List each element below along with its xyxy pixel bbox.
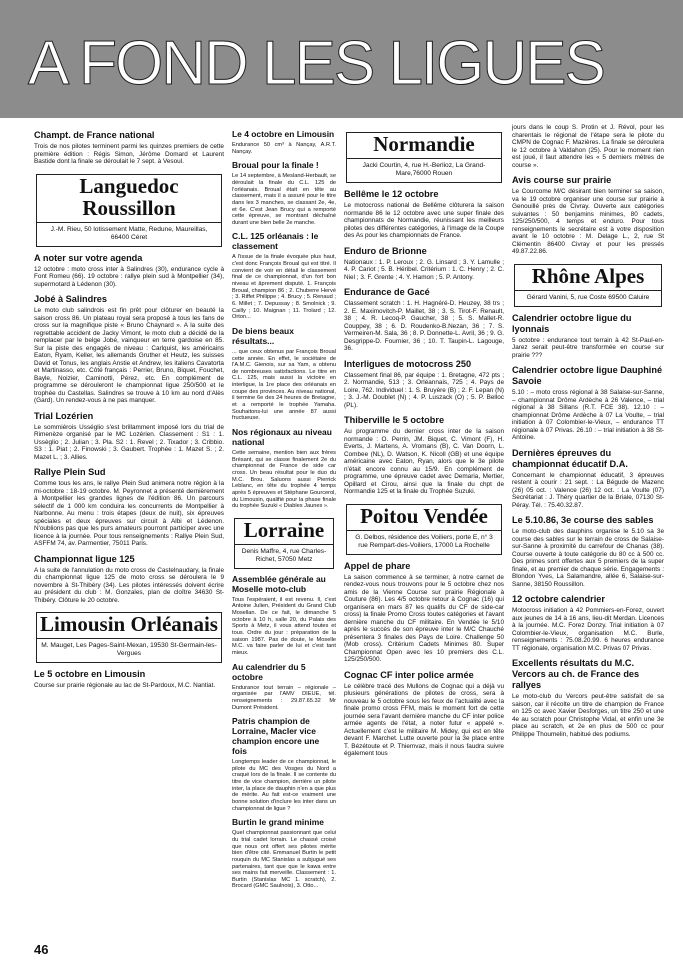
article-title: Dernières épreuves du championnat éducatif D.A. <box>512 447 628 469</box>
article-body: La saison commence à se terminer, à notre carnet de rendez-vous nous trouvons pour le 5 octobre chez nos amis de la Vienne Course sur prairie Régionale à Couture (86). Les 4/5 octobre retour à Cognac (16) qui organisera en mars 87 les qualifs du CF de side-car cross) la finale Promo Cross toutes catégories et l'avant dernière manche du CF militaire. En Vendée le 5/10 après le succès de son épreuve inter le M/C Chauché présentera 3 finales des Pays de Loire. Challenge 50 (Mob cross). Critérium Cadets Minimes 80. Super Championnat Open avec les 10 premiers des C.L. 125/250/500. <box>344 573 504 663</box>
article-body: Motocross initiation à 42 Pommiers-en-Forez, ouvert aux jeunes de 14 à 16 ans, lieu-dit Merdan. Licences à la journée. M.C. Forez Donzy. Trial initiation à 07 Colombier-le-Vieux, organisation M.C. Burle, renseignements : 75.08.20.99. 6 heures endurance TT régionale, organisation M.C. Privas 07 Privas. <box>512 607 664 652</box>
article-body: Concernant le championnat éducatif, 3 épreuves restent à courir : 21 sept. : La Bégude de Mazenc (26) 05 oct. : Valence (26) 12 oct. : La Voulte (07) Secrétariat : J. Théry quartier de la Briale, 07130 St-Péray. Tél. : 75.40.32.87. <box>512 471 664 509</box>
article-assemblee-generale-au-moselle-moto-club <box>232 575 336 657</box>
article-12-octobre-calendrier <box>512 594 664 652</box>
article-title: Rallye Plein Sud <box>34 467 106 477</box>
league-address: Jacki Courtin, 4, rue H.-Berlioz, La Grand-Mare,76000 Rouen <box>362 162 486 177</box>
article-title: Nos régionaux au niveau national <box>232 427 332 448</box>
league-box-rhone-alpes <box>514 264 662 307</box>
article-title: Champt. de France national <box>34 130 155 140</box>
league-box-limousin-orleanais <box>36 612 222 663</box>
article-title: Au calendrier du 5 octobre <box>232 661 306 682</box>
article-interligues-de-motocross-250 <box>344 359 504 410</box>
article-title: Championnat ligue 125 <box>34 553 135 564</box>
league-name: Poitou Vendée <box>360 503 488 528</box>
article-body: Quel championnat passionnant que celui du trial cadet lorrain. Le chassé croisé que nous ont offert ses pilotes mérite bien d'être cité. Emmanuel Burtin le petit rouquin du MC Stanislas a subjugué ses partenaires, tant que que le kawa entre ses mains fait merveille. Classement : 1. Burtin (Stanislas MC 1. scratch), 2. Brocard (GMC Saulnois), 3. Otto... <box>232 830 336 890</box>
article-nos-regionaux-au-niveau-national <box>232 428 336 510</box>
article-thiberville-le-5-octobre <box>344 415 504 496</box>
article-le-4-octobre-en-limousin <box>232 130 336 155</box>
article-body: ... que ceux obtenus par François Broual cette année. En effet, le sociétaire de l'A.M.C. Gienois, sur sa Yam, a obtenu de nombreuses satisfactions. Le titre en C.L. 125, mais aussi la victoire en interligue, la 1re place des orléanais en coupe des provinces. Au niveau national, il termine 6e des 24 heures de Bretagne, et a remporté le trophée Yamaha. Souhaitons-lui une année 87 aussi fructueuse. <box>232 348 336 422</box>
article-body: Classement scratch : 1. H. Hagnéré-D. Heuzey, 38 trs ; 2. E. Maximovitch-P. Maillet, 38 ; 3. S. Tirot-F. Renault, 38 ; 4. R. Lecoq-P. Gaucher, 38 ; 5. S. Mallet-R. Couppey, 38 ; 6. D. Roudenko-B.Nezan, 36 ; 7. S. Vermeiren-M. Sala, 36 ; 8. P. Donnette-L. Avril, 36 ; 9. G. Desgrippe-D. Fournier, 36 ; 10. T. Taupin-L. Lagouge, 36. <box>344 300 504 352</box>
league-address: G. Delbos, résidence des Voiliers, porte E, n° 3 rue Rempart-des-Voiliers, 17000 La Rochelle <box>355 533 493 549</box>
article-de-biens-beaux-resultats <box>232 327 336 422</box>
article-excellents-resultats-du-m-c-vercors-au-c <box>512 658 664 738</box>
article-body: 5 octobre : endurance tout terrain à 42 St-Paul-en-Jarez serait peut-être transformée en course sur prairie ??? <box>512 336 664 359</box>
article-title: 12 octobre calendrier <box>512 594 605 604</box>
article-title: C.L. 125 orléanais : le classement <box>232 231 319 252</box>
column-1 <box>34 124 224 690</box>
article-cognac-cf-inter-police-armee <box>344 670 504 758</box>
league-name: Lorraine <box>243 517 325 542</box>
article-le-5-octobre-en-limousin <box>34 669 224 690</box>
league-name: Limousin Orléanais <box>40 612 218 636</box>
page-title: A FOND LES LIGUES <box>28 29 604 98</box>
article-title: Calendrier octobre ligue Dauphiné Savoie <box>512 365 663 386</box>
header-banner <box>0 0 683 118</box>
article-body: Course sur prairie régionale au lac de St-Pardoux, M.C. Nantiat. <box>34 682 216 689</box>
league-address: Denis Maffre, 4, rue Charles-Richet, 57050 Metz <box>241 547 327 563</box>
league-name: Rhône Alpes <box>531 263 645 288</box>
article-title: Bellême le 12 octobre <box>344 189 439 199</box>
article-title: Trial Lozérien <box>34 410 94 421</box>
league-box-lorraine <box>234 518 334 569</box>
article-body: 12 octobre : moto cross inter à Salindres (30), endurance cycle à Font Romeu (66). 19 octobre : rallye plein sud à Montpellier (34), supermotard à Lédenon (30). <box>34 265 224 288</box>
article-broual-pour-la-finale <box>232 161 336 226</box>
article-body: Classement final 86, par équipe : 1. Bretagne, 472 pts ; 2. Normandie, 513 ; 3. Orléannais, 725 ; 4. Pays de Loire, 762. Individuel : 1. S. Bruyère (B) ; 2. F. Lepan (N) ; 3. J.-M. Doublet (N) ; 4. P. Luszack (O) ; 5. P. Belloc (PL). <box>344 371 504 409</box>
article-body: Le célèbre tracé des Mullons de Cognac qui a déjà vu plusieurs générations de pilotes de cross, sera à nouveau le 5 octobre sous les feux de l'actualité avec la finale promo cross FFM, mais le moment fort de cette journée sera l'avant dernière manche du CF inter police armée agents de l'état, a noter futur « appelé ». Actuellement c'est le militaire M. Midey, qui est en tête devant F. Marchet. Lutte ouverte pour la 3e place entre T. Bézétoute et P. Thiemvaz, mais il nous faudra suivre également tous <box>344 682 504 757</box>
article-body: 5.10 : – moto cross régional à 38 Salaise-sur-Sanne, – championnat Drôme Ardèche à 26 Valence, – trial régional à 38 Sillans (R.T. FCE 38). 12.10 : – championnat Drôme Ardèche à 07 La Voulte, – trial initiation à 07 Colombier-le-Vieux, – endurance TT régionale à 07 Privas. 26.10 : – trial initiation à 38 St-Antoine. <box>512 389 664 441</box>
article-body: Endurance 50 cm³ à Nançay, A.R.T. Nançay. <box>232 141 336 155</box>
article-title: Enduro de Brionne <box>344 245 427 256</box>
article-le-5-10-86-3e-course-des-sables <box>512 515 664 588</box>
league-box-poitou-vendee <box>346 504 502 555</box>
league-address: J.-M. Rieu, 50 lotissement Matte, Redune, Maureillas, 66400 Céret <box>50 225 208 241</box>
article-rallye-plein-sud <box>34 467 224 548</box>
article-title: Avis course sur prairie <box>512 175 612 185</box>
article-title: Jobé à Salindres <box>34 294 108 304</box>
article-body: Longtemps leader de ce championnat, le pilote du MC des Vosges du Nord a craqué lors de la finale. Il se contente du titre de vice champion, derrière un pilote inter, la place de dauphin n'en a que plus de mérite. Au fait est-ce vraiment une bonne solution d'inclure les inter dans un championnat de ligue ? <box>232 759 336 812</box>
article-body: Le 14 septembre, à Mesland-Herbault, se déroulait la finale du C.L. 125 de l'orléanais. Broual était en tête au classement, mais il a assuré pour le titre dans les 3 manches, se classant 2e, 4e, et 6e. C'est Jean Brucy qui a remporté cette épreuve, se montrant déchaîné durant une bien belle 2e manche. <box>232 173 336 226</box>
article-championnat-ligue-125 <box>34 554 224 605</box>
article-body: Cette semaine, mention bien aux frères Brésant, qui se classe finalement 2e du championnat de France de side car cross. Un beau résultat pour le duo du M.C. Brou. Saluons aussi Pierrick Leblanc, en tête du trophée 4 temps après 5 épreuves et Stéphane Gourcerol, du Limousin, qualifié pour la phase finale du trophée Suzuki « Diables Jaunes ». <box>232 449 336 510</box>
article-title: Le 5.10.86, 3e course des sables <box>512 515 654 525</box>
article-patris-champion-de-lorraine-macler-vice- <box>232 717 336 812</box>
article-title: De biens beaux résultats... <box>232 325 294 346</box>
article-body: A la suite de l'annulation du moto cross de Castelnaudary, la finale du championnat ligue 125 de moto cross se déroulera le 9 novembre à St-Thibéry (34). Les pilotes intéressés doivent écrire au président du club : M. Gonzales, plan de cloître 34630 St-Thibéry. Clôture le 20 octobre. <box>34 566 224 604</box>
article-body: A l'issue de la finale évoquée plus haut, c'est donc François Broual qui est titré. Il convient de voir en détail le classement final de ce championnat, d'un fort bon niveau et âprement disputé. 1. François Broual, champion 86 ; 2. Chuberre Hervé ; 3. Riffet Philippe ; 4. Brucy ; 5. Renaud ; 6. Millet ; 7. Depussay ; 8. Smolnick ; 9. Cailly ; 10. Maignan ; 11. Trolard ; 12. Orton... <box>232 254 336 321</box>
article-title: Le 4 octobre en Limousin <box>232 129 335 139</box>
article-belleme-le-12-octobre <box>344 189 504 240</box>
article-endurance-de-gace <box>344 287 504 353</box>
article-calendrier-octobre-ligue-du-lyonnais <box>512 313 664 360</box>
article-body: Le moto-club du Vercors peut-être satisfait de sa saison, car il récolte un titre de champion de France en 125 cc avec Xavier Desforges, un titre 250 et une 4e au scratch pour Christophe Vidal, et enfin une 3e place au scratch, et 2e en plus de 500 cc pour Philippe Thoumelin, habitué des podiums. <box>512 693 664 738</box>
article-calendrier-octobre-ligue-dauphine-savoie <box>512 365 664 442</box>
league-box-normandie <box>346 132 502 183</box>
article-enduro-de-brionne <box>344 246 504 282</box>
league-address: Gérard Vanini, 5, rue Coste 69500 Caluire <box>526 293 650 301</box>
article-title: Thiberville le 5 octobre <box>344 415 445 425</box>
article-title: Le 5 octobre en Limousin <box>34 669 146 679</box>
article-body: Le moto club salindrois est fin prêt pour clôturer en beauté la saison cross 86. Un plateau royal sera proposé à tous les fans de cross sur la magnifique piste « Bruno Chaynard ». A la suite des regrettable accident de Jacky Vimont, le moto club a décidé de la remplacer par le belge Jobé, vainqueur en terre gardoise en 85. Sur la piste des engagés de niveau : Carlquist, les américains Eaton, Ryam, Keller, les allemands Gruther et Heutz, les suisses David et Tonus, les anglais Anstie et Andrew, les italiens Cavatorta et Martinasso, etc. Côté français : Perrier, Bruno, Biquet, Fouchet, Bayle, Noizier, Caminotti, Pérez, etc. En complément de programme se dérouleront le championnat ligue 250/500 et le trophée du Castellas. Salindres se trouve à 10 km au nord d'Alès (Gard). Un rendez-vous à ne pas manquer. <box>34 307 224 404</box>
article-body: Tous l'espéraient, il est revenu. Il, c'est Antoine Julien, Président du Grand Club Mosellan. De ce fait, le dimanche 5 octobre à 10 h, salle 20, du Palais des Sports à Metz, il vous attend toutes et tous. Ordre du jour : préparation de la saison 1987. Pas de doute, le Moselle M.C. va faire parler de lui et c'est tant mieux. <box>232 596 336 657</box>
article-title: A noter sur votre agenda <box>34 252 143 263</box>
league-address: M. Mauget, Les Pages-Saint-Mexan, 19530 St-Germain-les-Vergues <box>41 642 217 657</box>
article-title: Assemblée générale au Moselle moto-club <box>232 573 326 594</box>
article-body: Nationaux : 1. P. Leroux ; 2. G. Linsard ; 3. Y. Lamulle ; 4. P. Cariot ; 5. B. Héribel. Critérium : 1. C. Henry ; 2. C. Niel ; 3. F. Grente ; 4. Y. Hamon ; 5. P. Antony. <box>344 258 504 281</box>
article-jobe-a-salindres <box>34 294 224 405</box>
league-box-languedoc-roussillon <box>36 174 222 247</box>
article-title: Patris champion de Lorraine, Macler vice champion encore une fois <box>232 716 320 757</box>
article-au-calendrier-du-5-octobre <box>232 663 336 712</box>
article-title: Endurance de Gacé <box>344 287 430 297</box>
article-a-noter-sur-votre-agenda <box>34 253 224 289</box>
article-title: Cognac CF inter police armée <box>344 669 474 680</box>
article-body: Trois de nos pilotes terminent parmi les quinzes premiers de cette première édition : Régis Simon, Jérôme Domard et Laurent Bastide dont la finale se déroulait le 7 sept. à Vesoul. <box>34 143 224 165</box>
article-appel-de-phare <box>344 561 504 664</box>
column-4 <box>512 124 664 738</box>
article-body: jours dans le coup S. Protin et J. Révol, pour les charentais le régional de l'étape sera le pilote du CMPN de Cognac F. Mazières. La finale se déroulera le 12 octobre à Valdahon (25). Pour le moment rien est joué, il faut attendre les « 5 derniers mètres de course ». <box>512 124 664 169</box>
article-title: Calendrier octobre ligue du lyonnais <box>512 312 632 334</box>
article-continued <box>512 124 664 169</box>
article-title: Excellents résultats du M.C. Vercors au ch. de France des rallyes <box>512 658 640 690</box>
article-body: Comme tous les ans, le rallye Plein Sud animera notre région à la mi-octobre : 18-19 octobre. M. Peyronnet a présenté dernièrement à Montpellier les grandes lignes de l'édition 86. Un parcours sélectif de 1 000 km conduira les concurrents de Montpellier à Narbonne. Au menu : trois étapes (deux de nuit), six épreuves spéciales et deux épreuves sur circuit à Albi et Lédenon. N'oublions pas que les purs amateurs pourront participer avec une licence à la journée. Pour tous renseignements : Rallye Plein Sud, ASFFM 74, av. Parmentier, 75011 Paris. <box>34 480 224 547</box>
article-burtin-le-grand-minime <box>232 818 336 890</box>
page-number: 46 <box>34 942 49 957</box>
article-title: Appel de phare <box>344 560 411 571</box>
article-dernieres-epreuves-du-championnat-educat <box>512 448 664 510</box>
article-title: Interligues de motocross 250 <box>344 358 472 369</box>
article-title: Burtin le grand minime <box>232 817 324 828</box>
article-trial-lozerien <box>34 411 224 462</box>
article-body: Le Courcome M/C désirant bien terminer sa saison, va le 19 octobre organiser une course sur prairie à Genouillé près de Civray. Ouverte aux catégories suivantes : 50 benjamins minimes, 80 cadets, 125/250/500, 4 temps et enduro. Pour tous renseignements le secrétaire est à votre disposition avant le 10 octobre : M. Delage L., 2, rue St Clémentin 86400 Civray et pour les pressés 49.87.22.86. <box>512 188 664 255</box>
league-name: Languedoc Roussillon <box>79 173 179 220</box>
article-body: Au programme du dernier cross inter de la saison normande : O. Perrin, JM. Biquet, C. Vimont (F), H. Everts, J. Martens, A. Vromans (B), C. Van Doorn, L. Combee (NL), D. Watson, K. Nicoll (GB) et une équipe américaine avec Eaton, Ryan, alors que le 3e pilote n'était encore connu au 15/9. En complément de programme, une épreuve cadet avec Demaria, Mertier, Opillard et Cirou, ainsi que la finale du chpt de Normandie 125 et la finale du Trophée Suzuki. <box>344 428 504 495</box>
article-champt-de-france-national <box>34 130 224 166</box>
article-c-l-125-orleanais-le-classement <box>232 232 336 320</box>
article-body: Endurance tout terrain – régionale – organisée par l'AMV DIEUE, tél. renseignements : 29.87.65.32 Mr Dumont Président. <box>232 684 336 711</box>
article-title: Broual pour la finale ! <box>232 160 319 171</box>
article-body: Le motocross national de Bellême clôturera la saison normande 86 le 12 octobre avec une super finale des championnats de Normandie, réunissant les meilleurs pilotes des différentes catégories, à l'image de la Coupe des As pour les championnats de France. <box>344 202 504 239</box>
column-2 <box>232 124 336 890</box>
article-avis-course-sur-prairie <box>512 175 664 256</box>
article-body: Le moto-club des dauphins organise le 5.10 sa 3e course des sables sur le terrain de cross de Salaise-sur-Sanne à proximité du carrefour de Chanas (38). Course ouverte à toute catégorie du 80 cc à 500 cc. Des primes sont offertes aux 5 premiers de la super finale, et au premier de chaque série. Engagements : Blondon Yves, La Salamandre, allée 6, Salaise-sur-Sanne, 38150 Roussillon. <box>512 528 664 588</box>
article-body: Le sommiérois Usségliо s'est brillamment imposé lors du trial de Rimenèze organisé par le MC Lozérien. Classement : S1 : 1. Ussèglio ; 2. Julian ; 3. Pla. S2 : 1. Revel ; 2. Tixador ; 3. Cribbio. S3 : 1. Piat ; 2. Finowski ; 3. Gaubert. Trophée : 1. Mazet S. ; 2. Mazet L. ; 3. Allies. <box>34 423 224 461</box>
league-name: Normandie <box>373 132 475 156</box>
column-3 <box>344 124 504 758</box>
